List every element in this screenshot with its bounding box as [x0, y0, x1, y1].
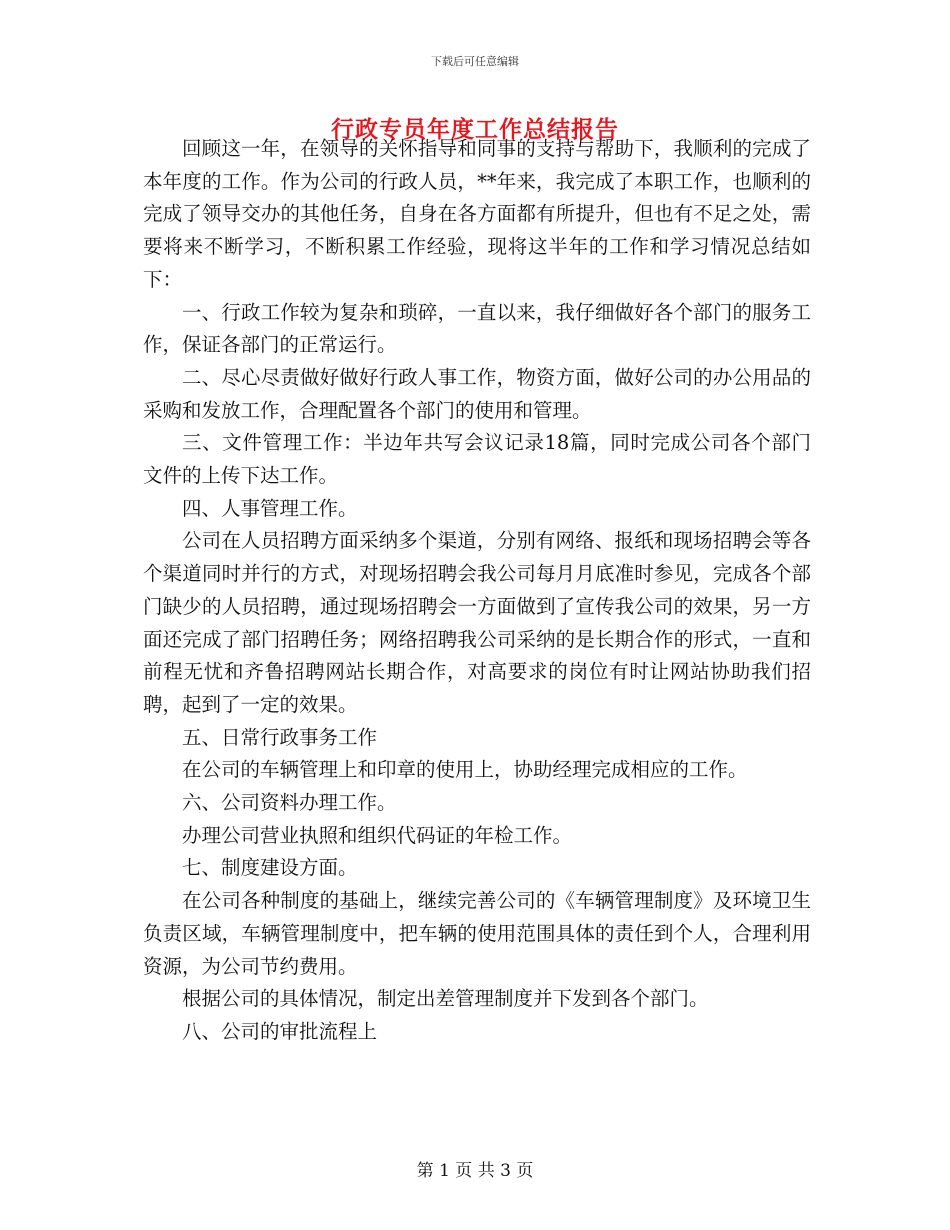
paragraph: 三、文件管理工作：半边年共写会议记录18篇，同时完成公司各个部门文件的上传下达工作。 — [143, 431, 811, 488]
paragraph: 在公司各种制度的基础上，继续完善公司的《车辆管理制度》及环境卫生负责区域，车辆管理制度中，把车辆的使用范围具体的责任到个人，合理利用资源，为公司节约费用。 — [143, 889, 811, 978]
paragraph: 办理公司营业执照和组织代码证的年检工作。 — [182, 823, 573, 847]
document-body — [143, 133, 811, 1049]
paragraph: 根据公司的具体情况，制定出差管理制度并下发到各个部门。 — [182, 987, 709, 1011]
page-header-note: 下载后可任意编辑 — [431, 55, 519, 68]
paragraph: 八、公司的审批流程上 — [182, 1019, 378, 1043]
paragraph: 一、行政工作较为复杂和琐碎，一直以来，我仔细做好各个部门的服务工作，保证各部门的正常运行。 — [143, 300, 811, 357]
paragraph: 公司在人员招聘方面采纳多个渠道，分别有网络、报纸和现场招聘会等各个渠道同时并行的方式，对现场招聘会我公司每月月底准时参见，完成各个部门缺少的人员招聘，通过现场招聘会一方面做到了宣传我公司的效果，另一方面还完成了部门招聘任务；网络招聘我公司采纳的是长期合作的形式，一直和前程无忧和齐鲁招聘网站长期合作，对高要求的岗位有时让网站协助我们招聘，起到了一定的效果。 — [143, 529, 811, 716]
document-title: 行政专员年度工作总结报告 — [331, 116, 619, 143]
paragraph: 二、尽心尽责做好做好行政人事工作，物资方面，做好公司的办公用品的采购和发放工作，合理配置各个部门的使用和管理。 — [143, 365, 811, 422]
paragraph: 五、日常行政事务工作 — [182, 725, 378, 749]
paragraph: 六、公司资料办理工作。 — [182, 791, 397, 815]
page-footer: 第 1 页 共 3 页 — [416, 1161, 534, 1181]
paragraph: 四、人事管理工作。 — [182, 496, 358, 520]
paragraph: 七、制度建设方面。 — [182, 856, 358, 880]
paragraph: 回顾这一年，在领导的关怀指导和同事的支持与帮助下，我顺利的完成了本年度的工作。作为公司的行政人员，**年来，我完成了本职工作，也顺利的完成了领导交办的其他任务，自身在各方面都有所提升，但也有不足之处，需要将来不断学习，不断积累工作经验，现将这半年的工作和学习情况总结如下： — [143, 137, 811, 291]
paragraph: 在公司的车辆管理上和印章的使用上，协助经理完成相应的工作。 — [182, 758, 748, 782]
